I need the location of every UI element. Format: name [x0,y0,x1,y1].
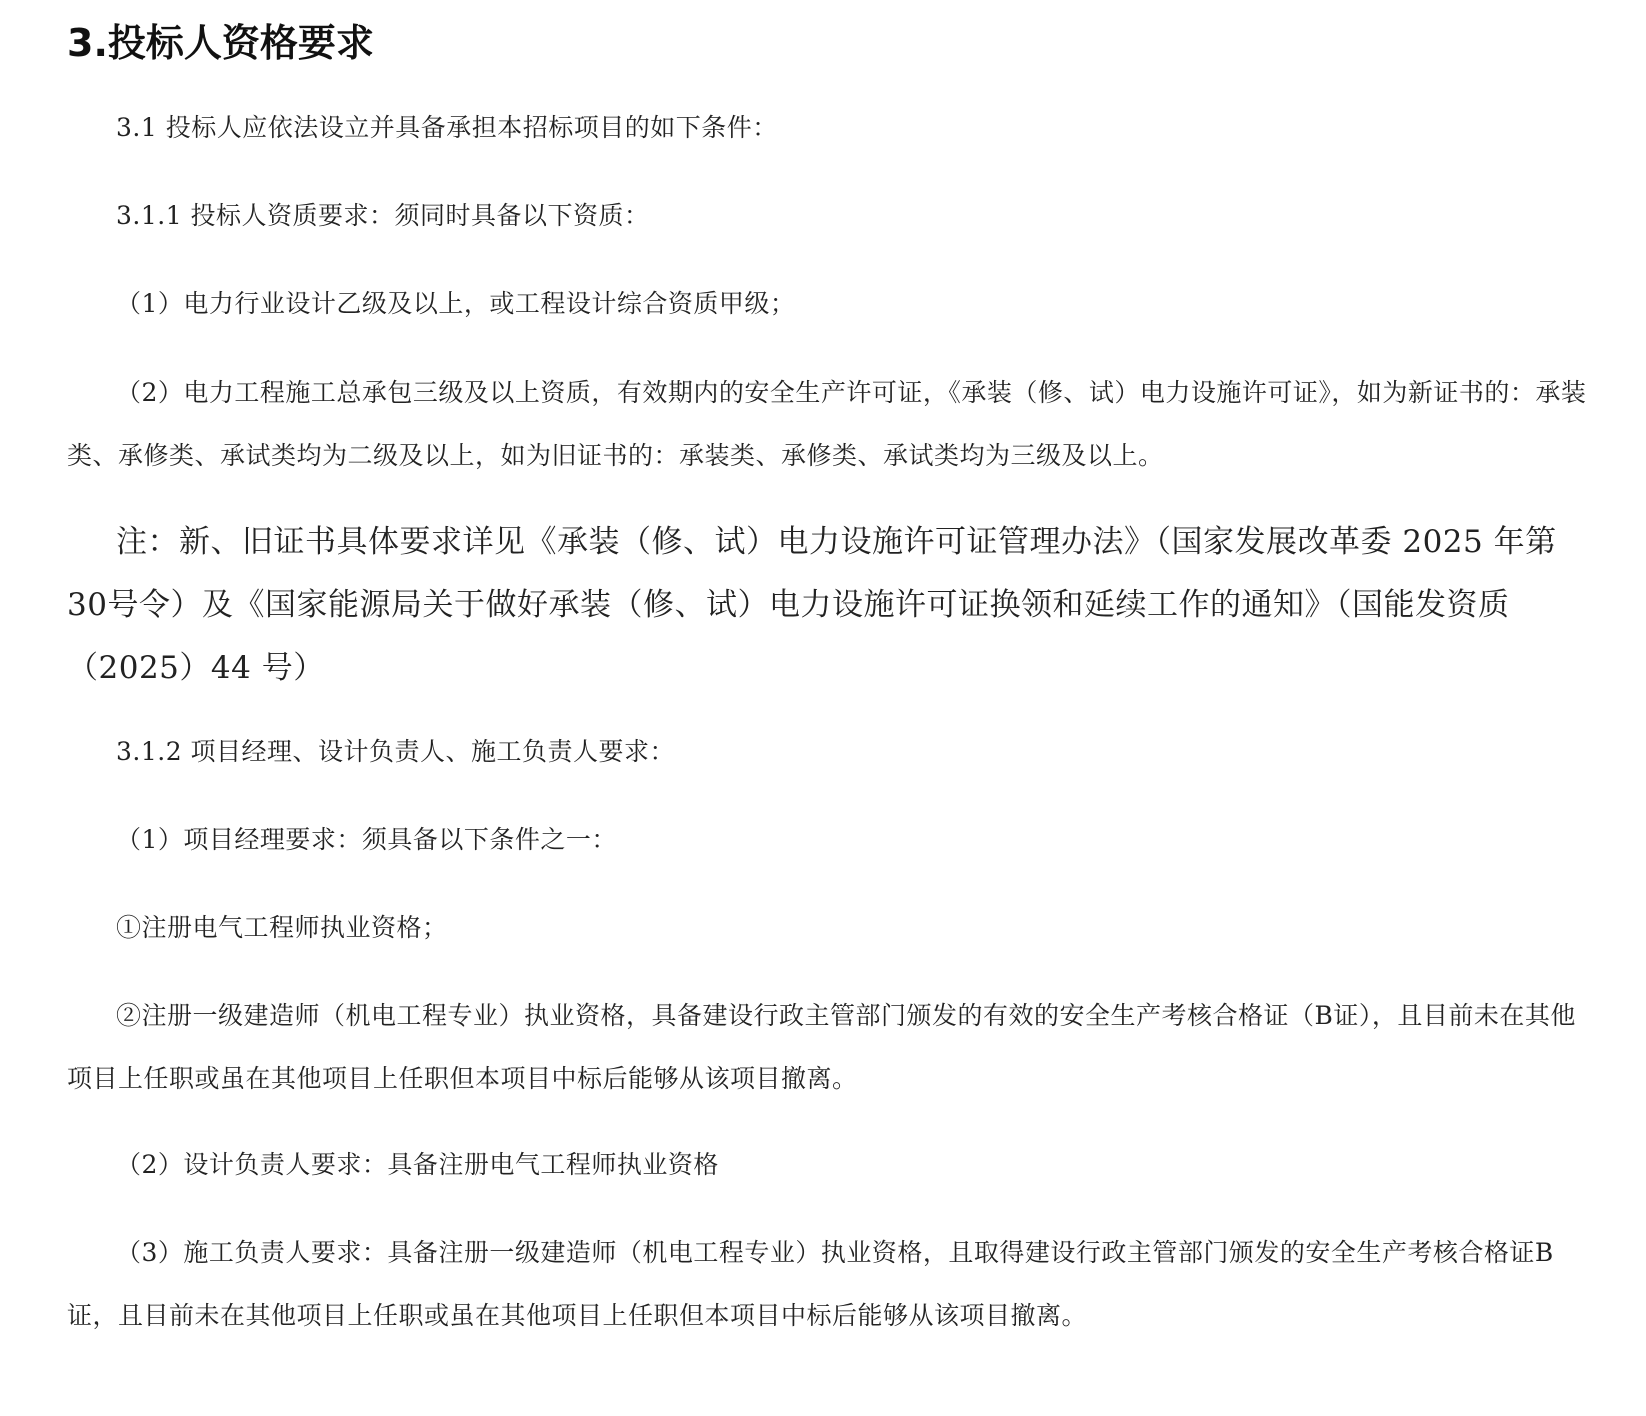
design-lead-requirement: （2）设计负责人要求：具备注册电气工程师执业资格 [116,1150,719,1179]
certificate-note: 注：新、旧证书具体要求详见《承装（修、试）电力设施许可证管理办法》（国家发展改革委 2025 年第30号令）及《国家能源局关于做好承装（修、试）电力设施许可证换领和延续工作的通知》（国能发资质（2025）44 号） [67,524,1557,686]
clause-3-1: 3.1 投标人应依法设立并具备承担本招标项目的如下条件： [116,113,778,142]
section-heading: 3.投标人资格要求 [67,21,374,65]
requirement-design-qualification: （1）电力行业设计乙级及以上，或工程设计综合资质甲级； [116,289,796,318]
pm-option-2: ②注册一级建造师（机电工程专业）执业资格，具备建设行政主管部门颁发的有效的安全生产考核合格证（B证），且目前未在其他项目上任职或虽在其他项目上任职但本项目中标后能够从该项目撤离。 [67,1001,1576,1093]
construction-lead-requirement: （3）施工负责人要求：具备注册一级建造师（机电工程专业）执业资格，且取得建设行政主管部门颁发的安全生产考核合格证B证，且目前未在其他项目上任职或虽在其他项目上任职但本项目中标后能够从该项目撤离。 [67,1238,1554,1330]
project-manager-requirement: （1）项目经理要求：须具备以下条件之一： [116,825,617,854]
clause-3-1-2: 3.1.2 项目经理、设计负责人、施工负责人要求： [116,737,676,766]
requirement-construction-qualification: （2）电力工程施工总承包三级及以上资质，有效期内的安全生产许可证，《承装（修、试）电力设施许可证》，如为新证书的：承装类、承修类、承试类均为二级及以上，如为旧证书的：承装类、承修类、承试类均为三级及以上。 [67,378,1587,470]
clause-3-1-1: 3.1.1 投标人资质要求：须同时具备以下资质： [116,201,650,230]
pm-option-1: ①注册电气工程师执业资格； [116,913,448,942]
